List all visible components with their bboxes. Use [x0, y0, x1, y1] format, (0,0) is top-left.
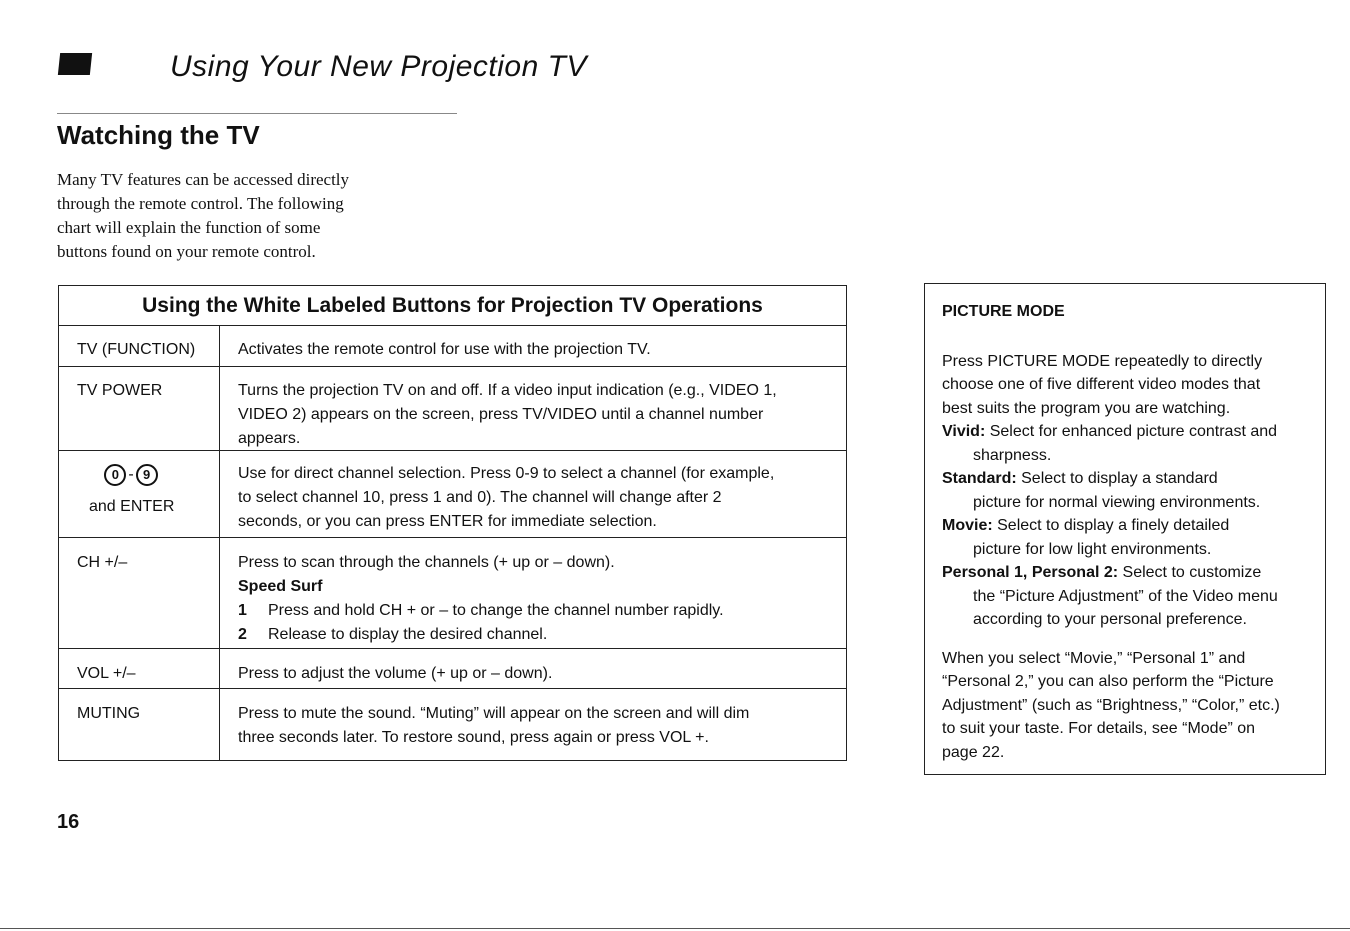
intro-line: buttons found on your remote control.	[57, 242, 316, 261]
sidebar-title: PICTURE MODE	[942, 303, 1065, 320]
intro-paragraph	[57, 168, 457, 264]
row-desc: to select channel 10, press 1 and 0). The channel will change after 2	[238, 489, 722, 506]
bottom-rule	[0, 928, 1350, 929]
row-desc: three seconds later. To restore sound, press again or press VOL +.	[238, 729, 709, 746]
page-number: 16	[57, 811, 80, 833]
sidebar-line: picture for low light environments.	[973, 540, 1212, 558]
row-desc: seconds, or you can press ENTER for immediate selection.	[238, 513, 657, 530]
chapter-marker	[58, 53, 92, 75]
sidebar-line: Press PICTURE MODE repeatedly to directly	[942, 352, 1263, 370]
table-row	[59, 326, 846, 367]
button-name: VOL +/–	[59, 649, 220, 688]
section-title: Watching the TV	[57, 120, 260, 150]
row-desc: VIDEO 2) appears on the screen, press TV/VIDEO until a channel number	[238, 406, 764, 423]
row-desc: appears.	[238, 430, 301, 447]
step: 2 Release to display the desired channel.	[238, 626, 548, 643]
step: 1 Press and hold CH + or – to change the channel number rapidly.	[238, 602, 724, 619]
button-name	[59, 451, 220, 537]
intro-line: Many TV features can be accessed directly	[57, 170, 350, 189]
sidebar-line: to suit your taste. For details, see “Mode” on	[942, 720, 1256, 737]
sidebar-line: choose one of five different video modes that	[942, 376, 1261, 393]
table-row	[59, 367, 846, 451]
digit-keys	[71, 463, 191, 487]
button-name: MUTING	[59, 689, 220, 760]
mode-personal: Personal 1, Personal 2: Select to customize	[942, 564, 1262, 581]
key-separator: -	[128, 466, 134, 483]
row-desc: Turns the projection TV on and off. If a video input indication (e.g., VIDEO 1,	[238, 382, 777, 399]
intro-line: through the remote control. The following	[57, 194, 344, 213]
sidebar-line: best suits the program you are watching.	[942, 399, 1231, 417]
table-row	[59, 689, 846, 760]
row-desc: Press to adjust the volume (+ up or – down).	[238, 665, 553, 682]
speed-surf-title: Speed Surf	[238, 578, 323, 595]
row-desc: Press to mute the sound. “Muting” will appear on the screen and will dim	[238, 705, 750, 722]
intro-line: chart will explain the function of some	[57, 218, 321, 237]
sidebar-line: page 22.	[942, 743, 1005, 761]
picture-mode-box	[924, 283, 1326, 775]
mode-vivid: Vivid: Select for enhanced picture contrast and	[942, 423, 1278, 440]
mode-movie: Movie: Select to display a finely detailed	[942, 517, 1230, 534]
section-rule	[57, 113, 457, 114]
key-0-icon: 0	[104, 464, 126, 486]
button-sub: and ENTER	[89, 498, 175, 515]
key-9-icon: 9	[136, 464, 158, 486]
button-name: TV (FUNCTION)	[59, 326, 220, 366]
table-row	[59, 649, 846, 689]
sidebar-line: the “Picture Adjustment” of the Video menu	[973, 587, 1278, 605]
row-desc: Use for direct channel selection. Press 0-9 to select a channel (for example,	[238, 465, 775, 482]
sidebar-line: according to your personal preference.	[973, 611, 1247, 628]
table-row	[59, 451, 846, 538]
sidebar-line: sharpness.	[973, 446, 1052, 464]
sidebar-line: When you select “Movie,” “Personal 1” and	[942, 649, 1246, 667]
sidebar-line: “Personal 2,” you can also perform the “Picture	[942, 673, 1274, 690]
buttons-table	[58, 285, 847, 761]
table-row	[59, 538, 846, 649]
mode-standard: Standard: Select to display a standard	[942, 470, 1218, 487]
chapter-title: Using Your New Projection TV	[170, 50, 587, 83]
button-name: TV POWER	[59, 367, 220, 450]
row-desc: Press to scan through the channels (+ up or – down).	[238, 554, 615, 571]
row-desc: Activates the remote control for use with the projection TV.	[238, 341, 651, 358]
table-title: Using the White Labeled Buttons for Projection TV Operations	[59, 286, 846, 326]
button-name: CH +/–	[59, 538, 220, 648]
sidebar-line: Adjustment” (such as “Brightness,” “Color,” etc.)	[942, 696, 1280, 714]
sidebar-line: picture for normal viewing environments.	[973, 493, 1261, 511]
